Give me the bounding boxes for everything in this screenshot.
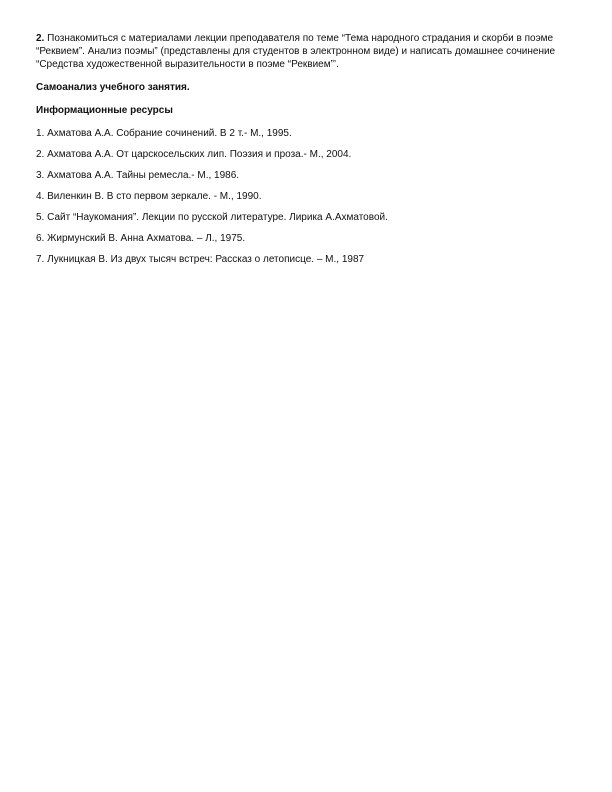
homework-task: [36, 32, 576, 71]
resource-item: 5. Сайт “Наукомания”. Лекции по русской литературе. Лирика А.Ахматовой.: [36, 212, 388, 223]
document-page: [36, 32, 576, 274]
resource-item: 6. Жирмунский В. Анна Ахматова. – Л., 1975.: [36, 233, 246, 244]
resource-item: 3. Ахматова А.А. Тайны ремесла.- М., 1986.: [36, 170, 240, 181]
resources-list: [36, 127, 576, 266]
resource-item: 7. Лукницкая В. Из двух тысяч встреч: Рассказ о летописце. – М., 1987: [36, 254, 365, 265]
resource-item: 2. Ахматова А.А. От царскосельских лип. Поэзия и проза.- М., 2004.: [36, 149, 352, 160]
task-number: 2.: [36, 33, 45, 44]
resources-heading: Информационные ресурсы: [36, 105, 173, 116]
task-text: Познакомиться с материалами лекции преподавателя по теме “Тема народного страдания и скорби в поэме “Реквием”. Анализ поэмы” (представлены для студентов в электронном виде) и написать домашнее сочинение “Средства художественной выразительности в поэме “Реквием”’.: [36, 33, 556, 70]
resource-item: 4. Виленкин В. В сто первом зеркале. - М., 1990.: [36, 191, 262, 202]
resource-item: 1. Ахматова А.А. Собрание сочинений. В 2 т.- М., 1995.: [36, 128, 292, 139]
self-analysis-heading: Самоанализ учебного занятия.: [36, 82, 190, 93]
